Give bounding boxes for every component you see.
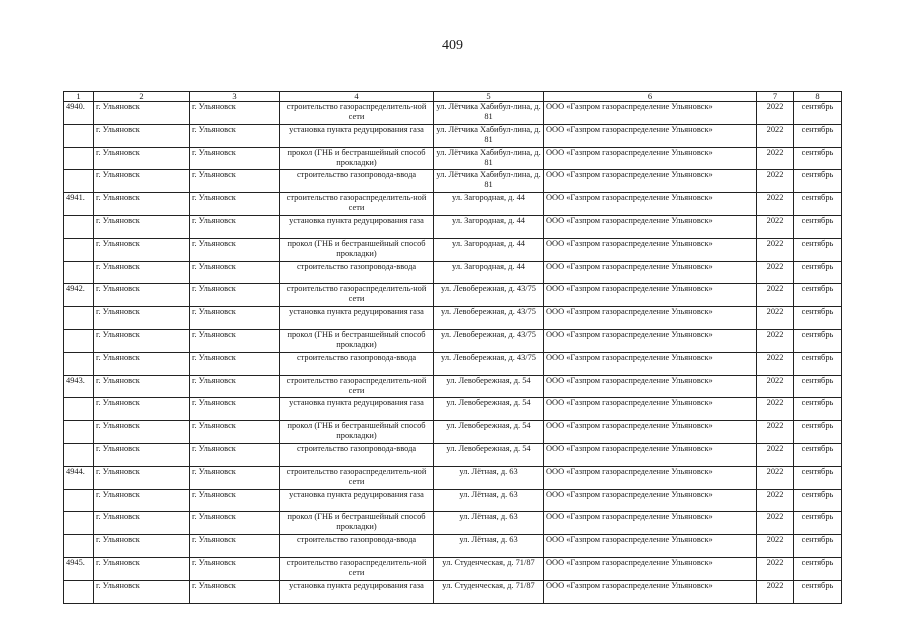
municipality-cell: г. Ульяновск xyxy=(190,421,280,444)
month-cell: сентябрь xyxy=(794,147,842,170)
year-cell: 2022 xyxy=(757,512,794,535)
year-cell: 2022 xyxy=(757,421,794,444)
work-type-cell: строительство газораспределитель-ной сети xyxy=(280,284,434,307)
municipality-cell: г. Ульяновск xyxy=(190,284,280,307)
organization-cell: ООО «Газпром газораспределение Ульяновск» xyxy=(544,375,757,398)
organization-cell: ООО «Газпром газораспределение Ульяновск» xyxy=(544,580,757,603)
address-cell: ул. Загородная, д. 44 xyxy=(434,193,544,216)
municipality-cell: г. Ульяновск xyxy=(190,489,280,512)
table-row xyxy=(64,421,842,444)
table-row xyxy=(64,352,842,375)
locality-cell: г. Ульяновск xyxy=(94,512,190,535)
municipality-cell: г. Ульяновск xyxy=(190,398,280,421)
locality-cell: г. Ульяновск xyxy=(94,398,190,421)
municipality-cell: г. Ульяновск xyxy=(190,443,280,466)
address-cell: ул. Левобережная, д. 43/75 xyxy=(434,307,544,330)
work-type-cell: установка пункта редуцирования газа xyxy=(280,398,434,421)
year-cell: 2022 xyxy=(757,147,794,170)
row-number-cell xyxy=(64,147,94,170)
work-type-cell: строительство газораспределитель-ной сети xyxy=(280,193,434,216)
locality-cell: г. Ульяновск xyxy=(94,193,190,216)
municipality-cell: г. Ульяновск xyxy=(190,193,280,216)
table-row xyxy=(64,147,842,170)
year-cell: 2022 xyxy=(757,580,794,603)
month-cell: сентябрь xyxy=(794,170,842,193)
locality-cell: г. Ульяновск xyxy=(94,284,190,307)
locality-cell: г. Ульяновск xyxy=(94,307,190,330)
locality-cell: г. Ульяновск xyxy=(94,375,190,398)
month-cell: сентябрь xyxy=(794,193,842,216)
address-cell: ул. Левобережная, д. 43/75 xyxy=(434,284,544,307)
work-type-cell: установка пункта редуцирования газа xyxy=(280,580,434,603)
locality-cell: г. Ульяновск xyxy=(94,535,190,558)
organization-cell: ООО «Газпром газораспределение Ульяновск» xyxy=(544,512,757,535)
row-number-cell: 4944. xyxy=(64,466,94,489)
month-cell: сентябрь xyxy=(794,352,842,375)
page-number: 409 xyxy=(442,38,463,53)
organization-cell: ООО «Газпром газораспределение Ульяновск» xyxy=(544,284,757,307)
month-cell: сентябрь xyxy=(794,580,842,603)
year-cell: 2022 xyxy=(757,284,794,307)
work-type-cell: строительство газопровода-ввода xyxy=(280,352,434,375)
year-cell: 2022 xyxy=(757,466,794,489)
municipality-cell: г. Ульяновск xyxy=(190,102,280,125)
locality-cell: г. Ульяновск xyxy=(94,329,190,352)
municipality-cell: г. Ульяновск xyxy=(190,215,280,238)
municipality-cell: г. Ульяновск xyxy=(190,238,280,261)
month-cell: сентябрь xyxy=(794,375,842,398)
row-number-cell: 4942. xyxy=(64,284,94,307)
year-cell: 2022 xyxy=(757,215,794,238)
work-type-cell: установка пункта редуцирования газа xyxy=(280,307,434,330)
row-number-cell: 4941. xyxy=(64,193,94,216)
month-cell: сентябрь xyxy=(794,398,842,421)
address-cell: ул. Левобережная, д. 54 xyxy=(434,443,544,466)
organization-cell: ООО «Газпром газораспределение Ульяновск» xyxy=(544,329,757,352)
address-cell: ул. Лётная, д. 63 xyxy=(434,489,544,512)
column-number-row xyxy=(64,92,842,102)
municipality-cell: г. Ульяновск xyxy=(190,261,280,284)
work-type-cell: установка пункта редуцирования газа xyxy=(280,489,434,512)
table-row xyxy=(64,580,842,603)
year-cell: 2022 xyxy=(757,307,794,330)
work-type-cell: прокол (ГНБ и бестраншейный способ прокладки) xyxy=(280,329,434,352)
organization-cell: ООО «Газпром газораспределение Ульяновск» xyxy=(544,124,757,147)
address-cell: ул. Загородная, д. 44 xyxy=(434,238,544,261)
row-number-cell xyxy=(64,215,94,238)
month-cell: сентябрь xyxy=(794,466,842,489)
municipality-cell: г. Ульяновск xyxy=(190,375,280,398)
row-number-cell xyxy=(64,580,94,603)
address-cell: ул. Левобережная, д. 43/75 xyxy=(434,352,544,375)
address-cell: ул. Студенческая, д. 71/87 xyxy=(434,557,544,580)
month-cell: сентябрь xyxy=(794,512,842,535)
work-type-cell: прокол (ГНБ и бестраншейный способ прокладки) xyxy=(280,238,434,261)
municipality-cell: г. Ульяновск xyxy=(190,557,280,580)
row-number-cell xyxy=(64,352,94,375)
work-type-cell: установка пункта редуцирования газа xyxy=(280,215,434,238)
column-header-5: 5 xyxy=(434,92,544,102)
work-type-cell: строительство газораспределитель-ной сети xyxy=(280,375,434,398)
organization-cell: ООО «Газпром газораспределение Ульяновск» xyxy=(544,466,757,489)
table-row xyxy=(64,261,842,284)
municipality-cell: г. Ульяновск xyxy=(190,535,280,558)
month-cell: сентябрь xyxy=(794,329,842,352)
year-cell: 2022 xyxy=(757,535,794,558)
month-cell: сентябрь xyxy=(794,102,842,125)
table-row xyxy=(64,124,842,147)
row-number-cell xyxy=(64,421,94,444)
municipality-cell: г. Ульяновск xyxy=(190,124,280,147)
row-number-cell xyxy=(64,512,94,535)
organization-cell: ООО «Газпром газораспределение Ульяновск» xyxy=(544,489,757,512)
row-number-cell xyxy=(64,124,94,147)
year-cell: 2022 xyxy=(757,102,794,125)
year-cell: 2022 xyxy=(757,170,794,193)
address-cell: ул. Левобережная, д. 54 xyxy=(434,421,544,444)
row-number-cell xyxy=(64,535,94,558)
row-number-cell xyxy=(64,307,94,330)
organization-cell: ООО «Газпром газораспределение Ульяновск» xyxy=(544,398,757,421)
address-cell: ул. Левобережная, д. 54 xyxy=(434,398,544,421)
column-header-1: 1 xyxy=(64,92,94,102)
column-header-2: 2 xyxy=(94,92,190,102)
address-cell: ул. Загородная, д. 44 xyxy=(434,215,544,238)
table-row xyxy=(64,329,842,352)
row-number-cell xyxy=(64,261,94,284)
organization-cell: ООО «Газпром газораспределение Ульяновск» xyxy=(544,238,757,261)
table-row xyxy=(64,535,842,558)
work-type-cell: строительство газопровода-ввода xyxy=(280,261,434,284)
work-type-cell: прокол (ГНБ и бестраншейный способ прокладки) xyxy=(280,512,434,535)
locality-cell: г. Ульяновск xyxy=(94,215,190,238)
table-row xyxy=(64,398,842,421)
month-cell: сентябрь xyxy=(794,261,842,284)
address-cell: ул. Лётчика Хабибул-лина, д. 81 xyxy=(434,102,544,125)
year-cell: 2022 xyxy=(757,443,794,466)
locality-cell: г. Ульяновск xyxy=(94,261,190,284)
locality-cell: г. Ульяновск xyxy=(94,147,190,170)
organization-cell: ООО «Газпром газораспределение Ульяновск» xyxy=(544,215,757,238)
month-cell: сентябрь xyxy=(794,535,842,558)
row-number-cell xyxy=(64,489,94,512)
year-cell: 2022 xyxy=(757,261,794,284)
table-row xyxy=(64,193,842,216)
table-row xyxy=(64,466,842,489)
address-cell: ул. Лётная, д. 63 xyxy=(434,512,544,535)
year-cell: 2022 xyxy=(757,557,794,580)
municipality-cell: г. Ульяновск xyxy=(190,307,280,330)
month-cell: сентябрь xyxy=(794,557,842,580)
municipality-cell: г. Ульяновск xyxy=(190,147,280,170)
organization-cell: ООО «Газпром газораспределение Ульяновск» xyxy=(544,535,757,558)
work-type-cell: строительство газопровода-ввода xyxy=(280,170,434,193)
table-row xyxy=(64,102,842,125)
row-number-cell: 4940. xyxy=(64,102,94,125)
municipality-cell: г. Ульяновск xyxy=(190,466,280,489)
work-type-cell: прокол (ГНБ и бестраншейный способ прокладки) xyxy=(280,421,434,444)
organization-cell: ООО «Газпром газораспределение Ульяновск» xyxy=(544,147,757,170)
table-row xyxy=(64,238,842,261)
organization-cell: ООО «Газпром газораспределение Ульяновск» xyxy=(544,102,757,125)
municipality-cell: г. Ульяновск xyxy=(190,580,280,603)
organization-cell: ООО «Газпром газораспределение Ульяновск» xyxy=(544,421,757,444)
organization-cell: ООО «Газпром газораспределение Ульяновск» xyxy=(544,307,757,330)
address-cell: ул. Левобережная, д. 54 xyxy=(434,375,544,398)
table-row xyxy=(64,443,842,466)
locality-cell: г. Ульяновск xyxy=(94,124,190,147)
column-header-7: 7 xyxy=(757,92,794,102)
row-number-cell xyxy=(64,170,94,193)
table-row xyxy=(64,557,842,580)
row-number-cell xyxy=(64,329,94,352)
month-cell: сентябрь xyxy=(794,307,842,330)
locality-cell: г. Ульяновск xyxy=(94,170,190,193)
address-cell: ул. Лётчика Хабибул-лина, д. 81 xyxy=(434,124,544,147)
month-cell: сентябрь xyxy=(794,215,842,238)
address-cell: ул. Студенческая, д. 71/87 xyxy=(434,580,544,603)
year-cell: 2022 xyxy=(757,352,794,375)
table-row xyxy=(64,215,842,238)
year-cell: 2022 xyxy=(757,398,794,421)
work-type-cell: прокол (ГНБ и бестраншейный способ прокладки) xyxy=(280,147,434,170)
year-cell: 2022 xyxy=(757,329,794,352)
locality-cell: г. Ульяновск xyxy=(94,238,190,261)
month-cell: сентябрь xyxy=(794,284,842,307)
address-cell: ул. Лётная, д. 63 xyxy=(434,466,544,489)
work-type-cell: строительство газораспределитель-ной сети xyxy=(280,557,434,580)
row-number-cell: 4945. xyxy=(64,557,94,580)
organization-cell: ООО «Газпром газораспределение Ульяновск» xyxy=(544,443,757,466)
table-row xyxy=(64,307,842,330)
address-cell: ул. Загородная, д. 44 xyxy=(434,261,544,284)
work-type-cell: строительство газораспределитель-ной сети xyxy=(280,466,434,489)
locality-cell: г. Ульяновск xyxy=(94,443,190,466)
address-cell: ул. Лётчика Хабибул-лина, д. 81 xyxy=(434,170,544,193)
column-header-4: 4 xyxy=(280,92,434,102)
year-cell: 2022 xyxy=(757,238,794,261)
month-cell: сентябрь xyxy=(794,421,842,444)
municipality-cell: г. Ульяновск xyxy=(190,352,280,375)
locality-cell: г. Ульяновск xyxy=(94,580,190,603)
table-row xyxy=(64,170,842,193)
month-cell: сентябрь xyxy=(794,238,842,261)
organization-cell: ООО «Газпром газораспределение Ульяновск» xyxy=(544,352,757,375)
year-cell: 2022 xyxy=(757,193,794,216)
locality-cell: г. Ульяновск xyxy=(94,489,190,512)
row-number-cell: 4943. xyxy=(64,375,94,398)
table-row xyxy=(64,375,842,398)
registry-table xyxy=(63,91,842,604)
month-cell: сентябрь xyxy=(794,124,842,147)
work-type-cell: строительство газопровода-ввода xyxy=(280,443,434,466)
year-cell: 2022 xyxy=(757,489,794,512)
work-type-cell: строительство газопровода-ввода xyxy=(280,535,434,558)
work-type-cell: установка пункта редуцирования газа xyxy=(280,124,434,147)
work-type-cell: строительство газораспределитель-ной сети xyxy=(280,102,434,125)
organization-cell: ООО «Газпром газораспределение Ульяновск» xyxy=(544,557,757,580)
organization-cell: ООО «Газпром газораспределение Ульяновск» xyxy=(544,193,757,216)
row-number-cell xyxy=(64,398,94,421)
month-cell: сентябрь xyxy=(794,443,842,466)
column-header-6: 6 xyxy=(544,92,757,102)
year-cell: 2022 xyxy=(757,124,794,147)
locality-cell: г. Ульяновск xyxy=(94,102,190,125)
locality-cell: г. Ульяновск xyxy=(94,466,190,489)
municipality-cell: г. Ульяновск xyxy=(190,170,280,193)
month-cell: сентябрь xyxy=(794,489,842,512)
row-number-cell xyxy=(64,443,94,466)
column-header-8: 8 xyxy=(794,92,842,102)
municipality-cell: г. Ульяновск xyxy=(190,512,280,535)
column-header-3: 3 xyxy=(190,92,280,102)
locality-cell: г. Ульяновск xyxy=(94,352,190,375)
municipality-cell: г. Ульяновск xyxy=(190,329,280,352)
row-number-cell xyxy=(64,238,94,261)
table-row xyxy=(64,489,842,512)
organization-cell: ООО «Газпром газораспределение Ульяновск» xyxy=(544,261,757,284)
locality-cell: г. Ульяновск xyxy=(94,557,190,580)
table-row xyxy=(64,284,842,307)
table-row xyxy=(64,512,842,535)
locality-cell: г. Ульяновск xyxy=(94,421,190,444)
address-cell: ул. Левобережная, д. 43/75 xyxy=(434,329,544,352)
address-cell: ул. Лётчика Хабибул-лина, д. 81 xyxy=(434,147,544,170)
address-cell: ул. Лётная, д. 63 xyxy=(434,535,544,558)
year-cell: 2022 xyxy=(757,375,794,398)
organization-cell: ООО «Газпром газораспределение Ульяновск» xyxy=(544,170,757,193)
